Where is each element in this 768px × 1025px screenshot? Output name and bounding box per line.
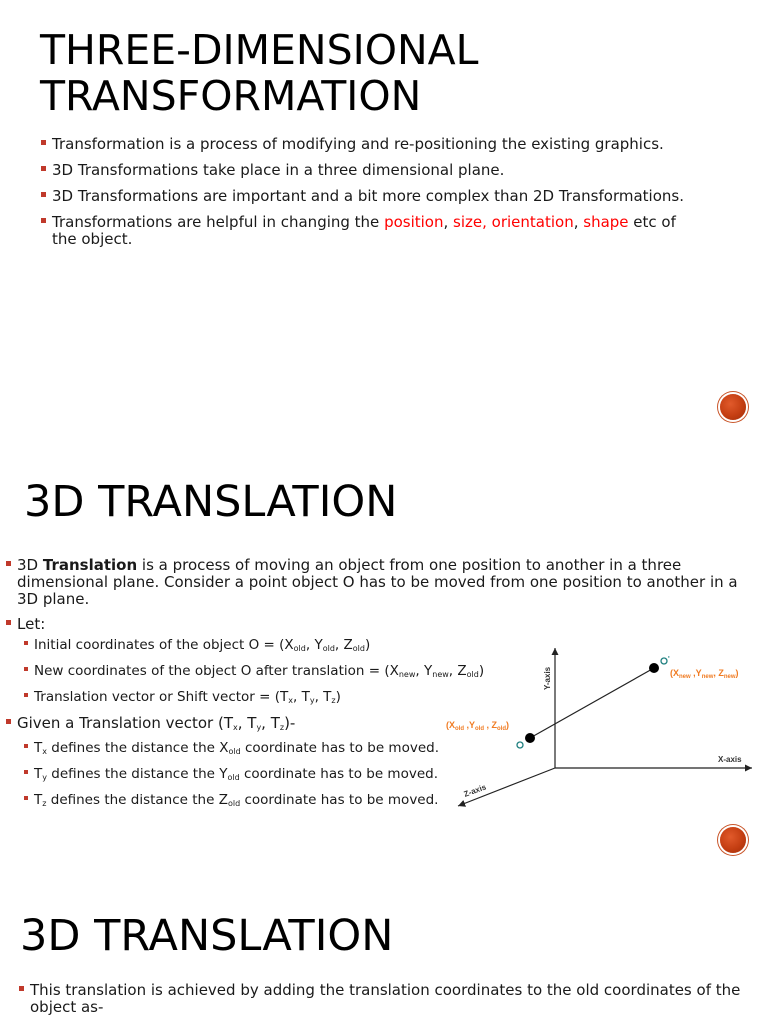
slide-3 (0, 870, 768, 1024)
highlight-shape: shape (583, 213, 629, 231)
list-item: Let: Initial coordinates of the object $O = (X_{old}$, $Y_{old}$, $Z_{old}$) New coordinates of the object O after translation = ($X_{new}$, $Y_{new}$, $Z_{old}$) Translation vector or Shift vector = ($T_x$, $T_y$, $T_z$) (17, 616, 757, 709)
slide-2-title: 3D TRANSLATION (24, 477, 398, 527)
list-item: Given a Translation vector ($T_x$, $T_y$, $T_z)-$ $T_x$ defines the distance the $X_{old}$ coordinate has to be moved. $T_y$ defines the distance the $Y_{old}$ coordinate has to be moved. $T_z$ defines the distance the $Z_{old}$ coordinate has to be moved. (17, 715, 757, 812)
point-old-marker (517, 742, 523, 748)
list-item: This translation is achieved by adding the translation coordinates to the old coordinates of the object as- (30, 982, 750, 1016)
new-coords-label: ($X_{new}$ $,Y_{new}$, $Z_{new}$) (670, 668, 739, 680)
title-line-1: THREE-DIMENSIONAL (40, 26, 479, 74)
point-new-prime: ' (668, 656, 670, 663)
list-item: $T_x$ defines the distance the $X_{old}$ coordinate has to be moved. (34, 740, 757, 760)
list-item: New coordinates of the object O after translation = ($X_{new}$, $Y_{new}$, $Z_{old}$) (34, 663, 757, 683)
list-item: Transformations are helpful in changing the position, size, orientation, shape etc of the object. (52, 214, 692, 248)
orb-icon (720, 827, 746, 853)
old-coords-label: ($X_{old}$ $,Y_{old}$ , $Z_{old}$) (446, 720, 510, 732)
list-item: $T_z$ defines the distance the $Z_{old}$ coordinate has to be moved. (34, 792, 757, 812)
z-axis-label: Z-axis (462, 782, 488, 799)
translation-diagram (440, 640, 768, 820)
y-axis-label: Y-axis (543, 666, 552, 690)
list-item: 3D Transformations are important and a bit more complex than 2D Transformations. (52, 188, 692, 205)
point-new-marker (661, 658, 667, 664)
list-item: 3D Transformations take place in a three dimensional plane. (52, 162, 692, 179)
title-line-2: TRANSFORMATION (40, 71, 422, 120)
x-axis-label: X-axis (718, 755, 742, 764)
list-item: 3D Translation is a process of moving an object from one position to another in a three dimensional plane. Consider a point object O has to be moved from one position to another in a 3D plane. (17, 557, 757, 608)
list-item: Translation vector or Shift vector = ($T_x$, $T_y$, $T_z$) (34, 689, 757, 709)
highlight-size-orientation: size, orientation (453, 213, 574, 231)
point-new (649, 663, 659, 673)
slide-3-bullets (30, 982, 750, 1025)
list-item: Initial coordinates of the object $O = (X_{old}$, $Y_{old}$, $Z_{old}$) (34, 637, 757, 657)
slide-3-title: 3D TRANSLATION (20, 911, 394, 961)
list-item: $T_y$ defines the distance the $Y_{old}$ coordinate has to be moved. (34, 766, 757, 786)
point-old (525, 733, 535, 743)
highlight-position: position (384, 213, 444, 231)
list-item: Transformation is a process of modifying and re-positioning the existing graphics. (52, 136, 692, 153)
